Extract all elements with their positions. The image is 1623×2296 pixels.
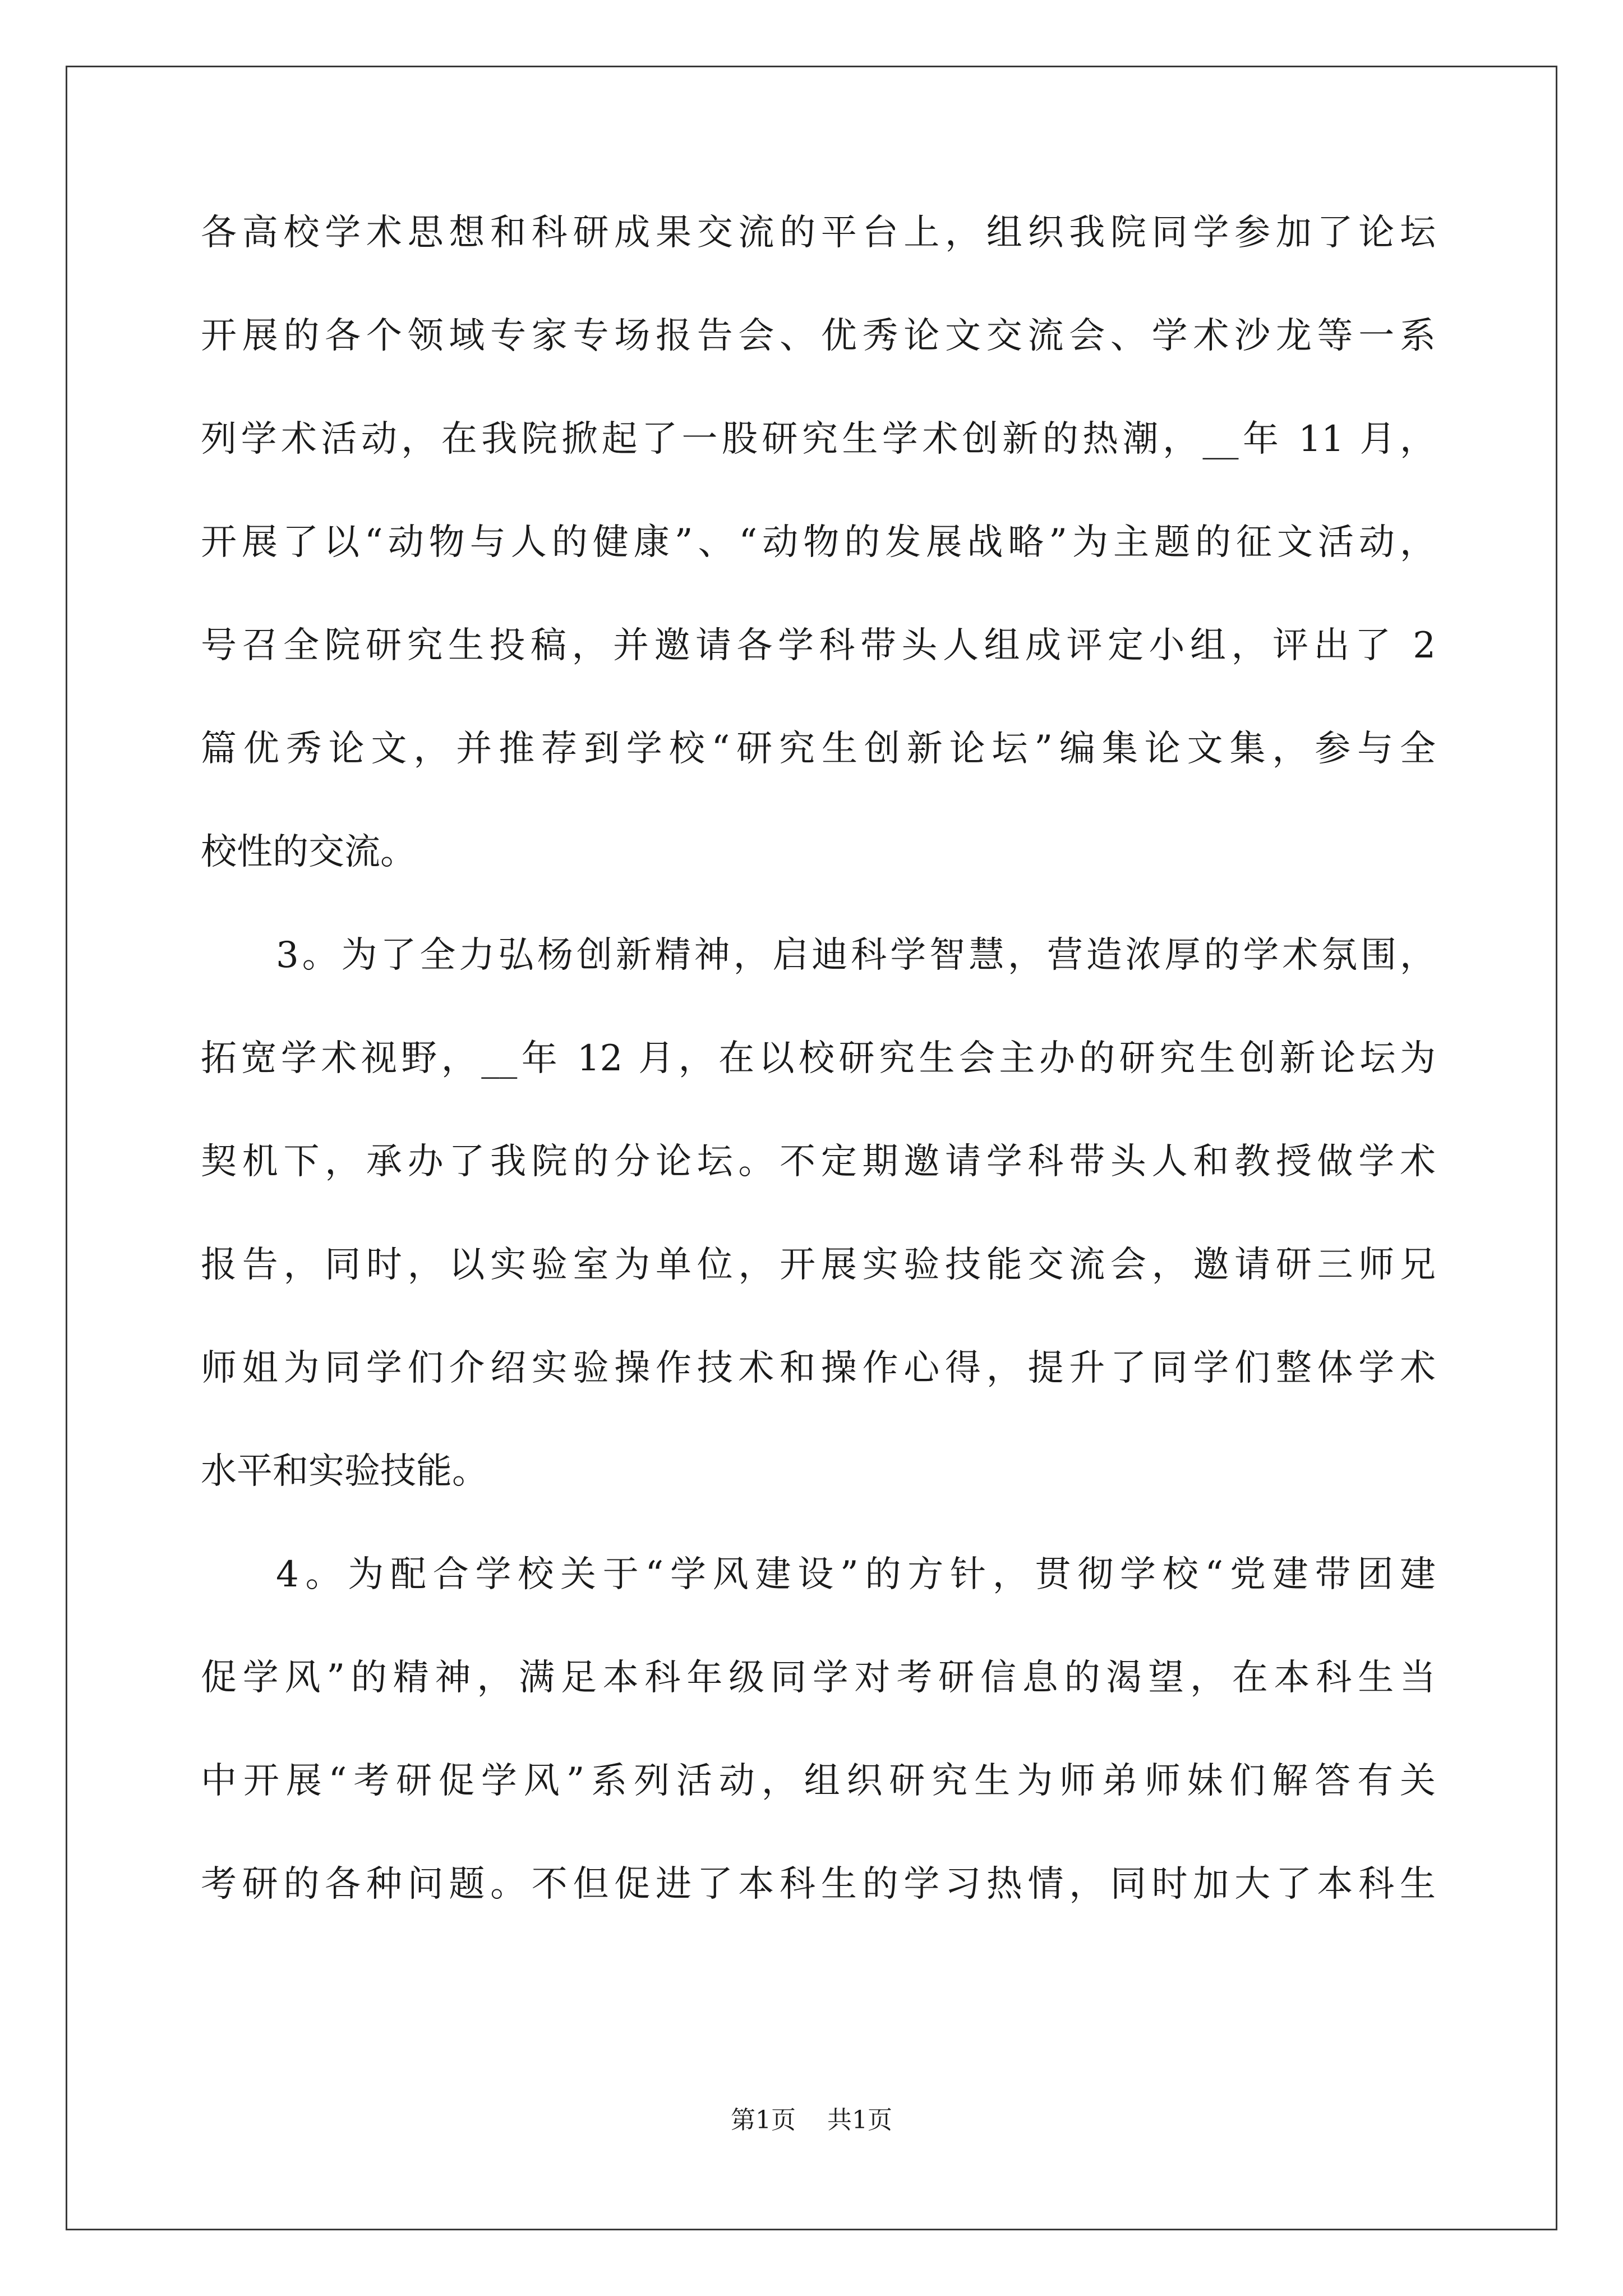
text-line: 中开展“考研促学风”系列活动，组织研究生为师弟师妹们解答有关 — [201, 1760, 1436, 1802]
text-line: 水平和实验技能。 — [201, 1451, 488, 1492]
text-line: 拓宽学术视野，__年 12 月，在以校研究生会主办的研究生创新论坛为 — [201, 1038, 1436, 1079]
text-line: 校性的交流。 — [201, 831, 416, 873]
paragraph-1 — [201, 208, 1436, 930]
text-line: 契机下，承办了我院的分论坛。不定期邀请学科带头人和教授做学术 — [201, 1141, 1436, 1182]
text-line: 3。为了全力弘杨创新精神，启迪科学智慧，营造浓厚的学术氛围， — [276, 935, 1436, 976]
text-line: 篇优秀论文，并推荐到学校“研究生创新论坛”编集论文集，参与全 — [201, 728, 1436, 770]
text-line: 考研的各种问题。不但促进了本科生的学习热情，同时加大了本科生 — [201, 1864, 1436, 1905]
text-line: 开展了以“动物与人的健康”、“动物的发展战略”为主题的征文活动， — [201, 522, 1436, 563]
page-total: 共1页 — [827, 2106, 892, 2134]
page-number: 第1页 — [731, 2106, 796, 2134]
text-line: 号召全院研究生投稿，并邀请各学科带头人组成评定小组，评出了 2 — [201, 625, 1436, 666]
text-line: 开展的各个领域专家专场报告会、优秀论文交流会、学术沙龙等一系 — [201, 315, 1436, 357]
text-line: 报告，同时，以实验室为单位，开展实验技能交流会，邀请研三师兄 — [201, 1244, 1436, 1286]
document-body — [201, 208, 1436, 1962]
text-line: 促学风”的精神，满足本科年级同学对考研信息的渴望，在本科生当 — [201, 1657, 1436, 1699]
paragraph-3 — [201, 1549, 1436, 1962]
text-line: 各高校学术思想和科研成果交流的平台上，组织我院同学参加了论坛 — [201, 212, 1436, 254]
text-line: 4。为配合学校关于“学风建设”的方针，贯彻学校“党建带团建 — [276, 1554, 1436, 1595]
text-line: 列学术活动，在我院掀起了一股研究生学术创新的热潮，__年 11 月， — [201, 418, 1436, 460]
paragraph-2 — [201, 930, 1436, 1549]
page-footer — [0, 2105, 1623, 2136]
text-line: 师姐为同学们介绍实验操作技术和操作心得，提升了同学们整体学术 — [201, 1347, 1436, 1389]
